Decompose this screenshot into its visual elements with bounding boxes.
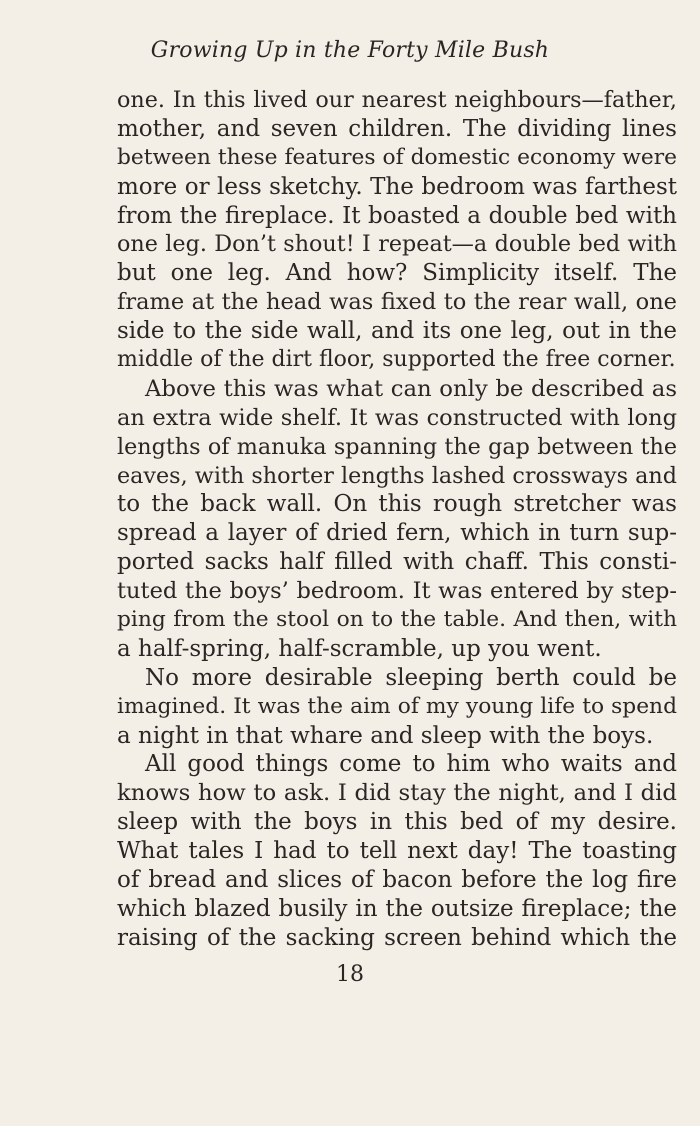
text-line: which blazed busily in the outsize fireplace; the [117, 895, 677, 922]
text-line: raising of the sacking screen behind which the [117, 924, 677, 951]
text-line: eaves, with shorter lengths lashed crossways and [117, 462, 677, 489]
text-line: No more desirable sleeping berth could be [145, 664, 677, 691]
text-line: an extra wide shelf. It was constructed with long [117, 404, 677, 431]
text-line: ported sacks half filled with chaff. This consti- [117, 549, 677, 576]
text-line: imagined. It was the aim of my young life to spend [117, 693, 677, 719]
text-line: frame at the head was fixed to the rear wall, one [117, 289, 677, 316]
text-line: mother, and seven children. The dividing lines [117, 115, 677, 142]
text-line: side to the side wall, and its one leg, out in the [117, 318, 677, 345]
text-line: from the fireplace. It boasted a double bed with [117, 202, 677, 229]
page-number: 18 [336, 962, 364, 987]
text-line: tuted the boys’ bedroom. It was entered by step- [117, 578, 677, 605]
text-line: between these features of domestic economy were [117, 144, 677, 170]
text-line: one. In this lived our nearest neighbours—father, [117, 87, 677, 113]
text-line: What tales I had to tell next day! The toasting [117, 838, 677, 865]
text-line: middle of the dirt floor, supported the free corner. [117, 347, 676, 373]
text-line: more or less sketchy. The bedroom was farthest [117, 173, 677, 200]
text-line: Above this was what can only be described as [145, 375, 677, 402]
text-line: to the back wall. On this rough stretcher was [117, 491, 677, 518]
text-line: spread a layer of dried fern, which in turn sup- [117, 520, 677, 547]
text-line: sleep with the boys in this bed of my desire. [117, 809, 677, 836]
text-line: lengths of manuka spanning the gap between the [117, 433, 677, 460]
body-text [117, 86, 677, 953]
text-line: a night in that whare and sleep with the boys. [117, 722, 654, 749]
text-line: of bread and slices of bacon before the log fire [117, 867, 677, 894]
text-line: but one leg. And how? Simplicity itself. The [117, 260, 677, 287]
text-line: a half-spring, half-scramble, up you went. [117, 635, 602, 662]
running-head: Growing Up in the Forty Mile Bush [150, 38, 550, 63]
text-line: ping from the stool on to the table. And then, with [117, 607, 677, 633]
text-line: All good things come to him who waits and [145, 751, 677, 778]
text-line: one leg. Don’t shout! I repeat—a double bed with [117, 231, 677, 258]
text-line: knows how to ask. I did stay the night, and I did [117, 780, 677, 807]
